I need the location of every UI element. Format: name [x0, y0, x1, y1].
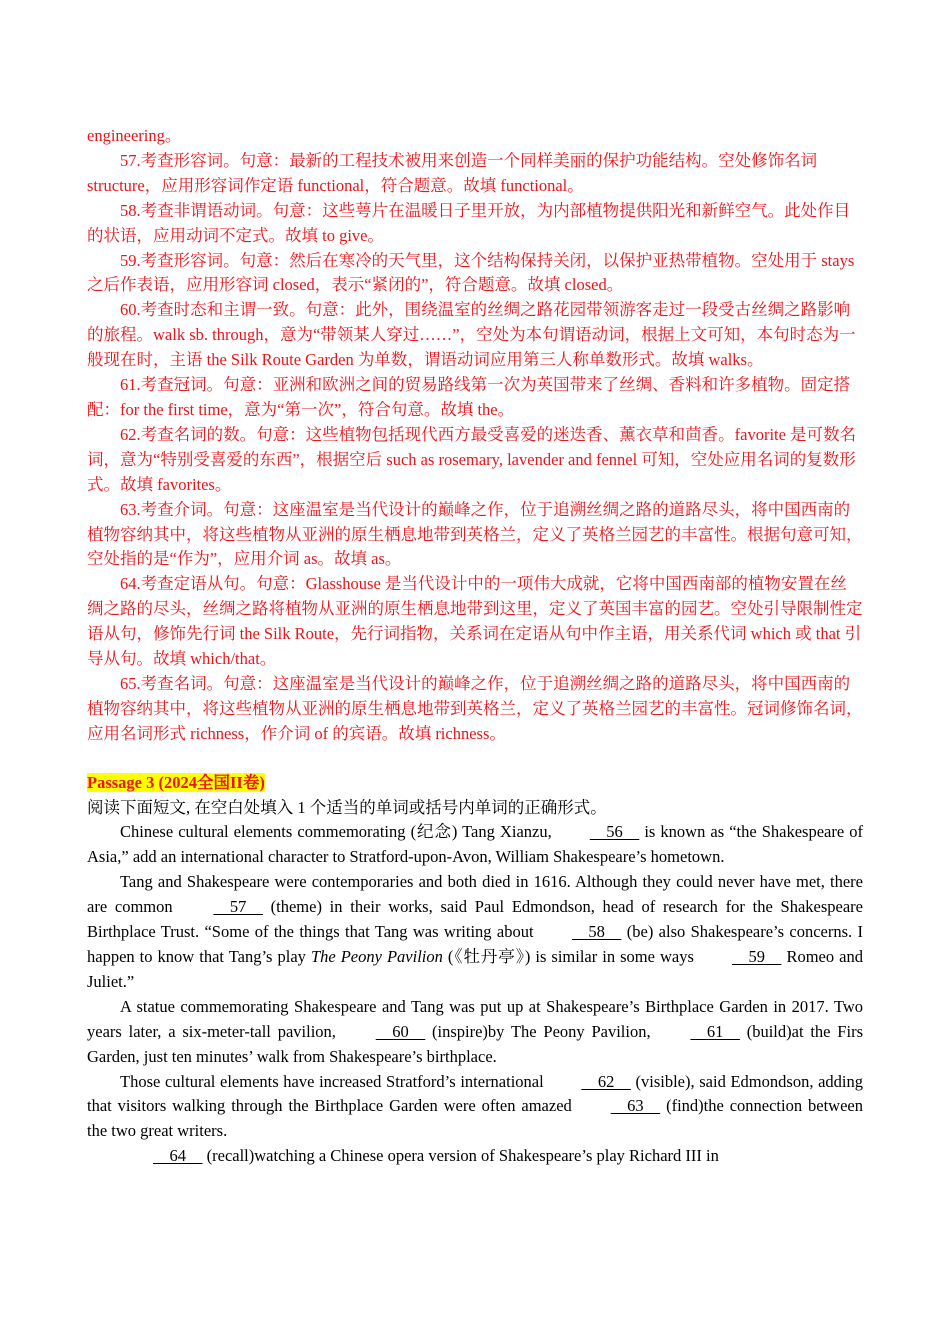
- answer-explanations: [87, 124, 863, 747]
- blank-62[interactable]: 62: [581, 1071, 631, 1091]
- passage-title: Passage 3 (2024全国II卷): [87, 772, 265, 792]
- p2-text-c: (be) also Shakespeare’s concerns. I happen to know that Tang’s play: [87, 922, 863, 966]
- blank-57[interactable]: 57: [213, 897, 263, 917]
- p4-text-a: Those cultural elements have increased Stratford’s international: [120, 1071, 549, 1091]
- p2-text-d: (《牡丹亭》) is similar in some ways: [442, 947, 699, 966]
- document-page: [87, 124, 863, 1169]
- passage-paragraph-2: [87, 870, 863, 995]
- passage-paragraph-5: [87, 1144, 863, 1169]
- answer-63: 63.考查介词。句意：这座温室是当代设计的巅峰之作，位于追溯丝绸之路的道路尽头，将中国西南的植物容纳其中，将这些植物从亚洲的原生栖息地带到英格兰，定义了英格兰园艺的丰富性。根据句意可知，空处指的是“作为”，应用介词 as。故填 as。: [87, 499, 863, 569]
- answer-64: 64.考查定语从句。句意：Glasshouse 是当代设计中的一项伟大成就，它将中国西南部的植物安置在丝绸之路的尽头，丝绸之路将植物从亚洲的原生栖息地带到这里，定义了英国丰富的园艺。空处引导限制性定语从句，修饰先行词 the Silk Route，先行词指物，关系词在定语从句中作主语，用关系代词 which 或 that 引导从句。故填 which/that。: [87, 574, 863, 669]
- answer-57: 57.考查形容词。句意：最新的工程技术被用来创造一个同样美丽的保护功能结构。空处修饰名词 structure，应用形容词作定语 functional，符合题意。故填 functional。: [87, 150, 818, 195]
- answer-intro-fragment: engineering。: [87, 126, 182, 145]
- blank-64[interactable]: 64: [153, 1146, 203, 1166]
- play-title: The Peony Pavilion: [310, 947, 443, 966]
- p3-text-a: A statue commemorating Shakespeare and Tang was put up at Shakespeare’s Birthplace Garden in 2017. Two years later, a six-meter-tall pavilion,: [87, 996, 863, 1041]
- p2-text-b: (theme) in their works, said Paul Edmondson, head of research for the Shakespeare Birthplace Trust. “Some of the things that Tang was writing about: [87, 897, 863, 942]
- blank-61[interactable]: 61: [690, 1021, 740, 1041]
- p3-text-c: (build)at the Firs Garden, just ten minutes’ walk from Shakespeare’s birthplace.: [87, 1021, 863, 1066]
- answer-65: 65.考查名词。句意：这座温室是当代设计的巅峰之作，位于追溯丝绸之路的道路尽头，将中国西南的植物容纳其中，将这些植物从亚洲的原生栖息地带到英格兰，定义了英格兰园艺的丰富性。冠词修饰名词，应用名词形式 richness，作介词 of 的宾语。故填 richness。: [87, 673, 863, 743]
- passage-paragraph-4: [87, 1070, 863, 1145]
- p1-text-a: Chinese cultural elements commemorating (纪念) Tang Xianzu,: [120, 822, 557, 842]
- p5-text-a: (recall)watching a Chinese opera version of Shakespeare’s play Richard III in: [202, 1146, 719, 1166]
- answer-62: 62.考查名词的数。句意：这些植物包括现代西方最受喜爱的迷迭香、薰衣草和茴香。favorite 是可数名词，意为“特别受喜爱的东西”，根据空后 such as rosemary, lavender and fennel 可知，空处应用名词的复数形式。故填 favorites。: [87, 424, 857, 494]
- answer-59: 59.考查形容词。句意：然后在寒冷的天气里，这个结构保持关闭，以保护亚热带植物。空处用于 stays 之后作表语，应用形容词 closed，表示“紧闭的”，符合题意。故填 closed。: [87, 250, 855, 295]
- p3-text-b: (inspire)by The Peony Pavilion,: [425, 1021, 658, 1041]
- passage-heading: [87, 771, 863, 796]
- p2-text-e: Romeo and Juliet.”: [87, 947, 863, 991]
- passage-paragraph-1: [87, 820, 863, 870]
- blank-59[interactable]: 59: [731, 947, 782, 966]
- blank-58[interactable]: 58: [571, 922, 622, 942]
- p2-text-a: Tang and Shakespeare were contemporaries and both died in 1616. Although they could never have met, there are common: [87, 872, 863, 917]
- blank-60[interactable]: 60: [375, 1021, 426, 1041]
- p1-text-b: is known as “the Shakespeare of Asia,” add an international character to Stratford-upon-Avon, William Shakespeare’s hometown.: [87, 822, 863, 867]
- answer-58: 58.考查非谓语动词。句意：这些萼片在温暖日子里开放，为内部植物提供阳光和新鲜空气。此处作目的状语，应用动词不定式。故填 to give。: [87, 200, 851, 245]
- p4-text-c: (find)the connection between the two great writers.: [87, 1096, 863, 1141]
- passage-paragraph-3: [87, 995, 863, 1070]
- blank-63[interactable]: 63: [610, 1096, 661, 1116]
- answer-61: 61.考查冠词。句意：亚洲和欧洲之间的贸易路线第一次为英国带来了丝绸、香料和许多植物。固定搭配：for the first time，意为“第一次”，符合句意。故填 the。: [87, 375, 851, 419]
- blank-56[interactable]: 56: [589, 822, 640, 842]
- answer-60: 60.考查时态和主谓一致。句意：此外，围绕温室的丝绸之路花园带领游客走过一段受古丝绸之路影响的旅程。walk sb. through，意为“带领某人穿过……”，空处为本句谓语动词，根据上文可知，本句时态为一般现在时，主语 the Silk Route Garden 为单数，谓语动词应用第三人称单数形式。故填 walks。: [87, 300, 856, 370]
- p4-text-b: (visible), said Edmondson, adding that visitors walking through the Birthplace Garden were often amazed: [87, 1071, 863, 1116]
- passage-instruction: 阅读下面短文, 在空白处填入 1 个适当的单词或括号内单词的正确形式。: [87, 797, 607, 817]
